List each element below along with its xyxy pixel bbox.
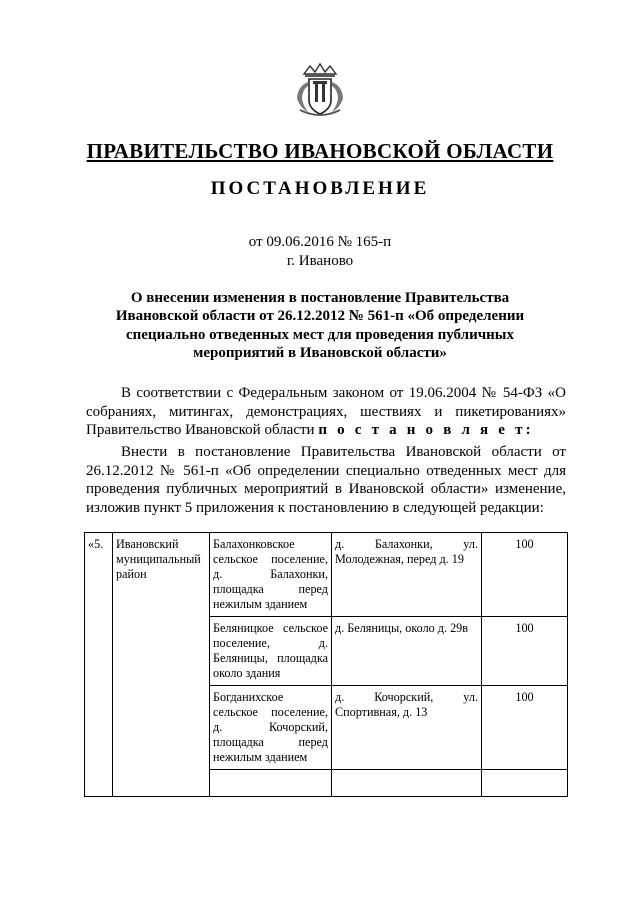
capacity-cell: 100 [482, 686, 568, 770]
location-cell: д. Балахонки, ул. Молодежная, перед д. 19 [332, 533, 482, 617]
paragraph-amendment: Внести в постановление Правительства Ивановской области от 26.12.2012 № 561-п «Об определении специально отведенных мест для проведения публичных мероприятий в Ивановской области» изменение, изложив пункт 5 приложения к постановлению в следующей редакции: [86, 444, 566, 516]
district-name: Ивановский муниципальный район [113, 533, 210, 797]
ivanovo-coat-of-arms-icon [290, 60, 350, 120]
capacity-cell: 100 [482, 617, 568, 686]
settlement-cell: Балахонковское сельское поселение, д. Балахонки, площадка перед нежилым зданием [210, 533, 332, 617]
paragraph-preamble [86, 384, 566, 440]
empty-cell [332, 770, 482, 797]
empty-cell [210, 770, 332, 797]
location-cell: д. Беляницы, около д. 29в [332, 617, 482, 686]
capacity-cell: 100 [482, 533, 568, 617]
locations-table [84, 532, 568, 797]
document-subject: О внесении изменения в постановление Правительства Ивановской области от 26.12.2012 № 561-п «Об определении специально отведенных мест для проведения публичных мероприятий в Ивановской области» [115, 290, 525, 361]
document-date: от 09.06.2016 № 165-п [248, 234, 392, 250]
table-row [85, 533, 568, 617]
empty-cell [482, 770, 568, 797]
item-number: «5. [85, 533, 113, 797]
document-type: ПОСТАНОВЛЕНИЕ [210, 178, 430, 199]
settlement-cell: Беляницкое сельское поселение, д. Беляницы, площадка около здания [210, 617, 332, 686]
government-title: ПРАВИТЕЛЬСТВО ИВАНОВСКОЙ ОБЛАСТИ [86, 139, 554, 163]
document-city: г. Иваново [286, 253, 354, 269]
decree-word: п о с т а н о в л я е т: [318, 422, 534, 439]
settlement-cell: Богданихское сельское поселение, д. Кочорский, площадка перед нежилым зданием [210, 686, 332, 770]
preamble-text: В соответствии с Федеральным законом от 19.06.2004 № 54-ФЗ «О собраниях, митингах, демонстрациях, шествиях и пикетированиях» Правительство Ивановской области [86, 385, 566, 439]
location-cell: д. Кочорский, ул. Спортивная, д. 13 [332, 686, 482, 770]
